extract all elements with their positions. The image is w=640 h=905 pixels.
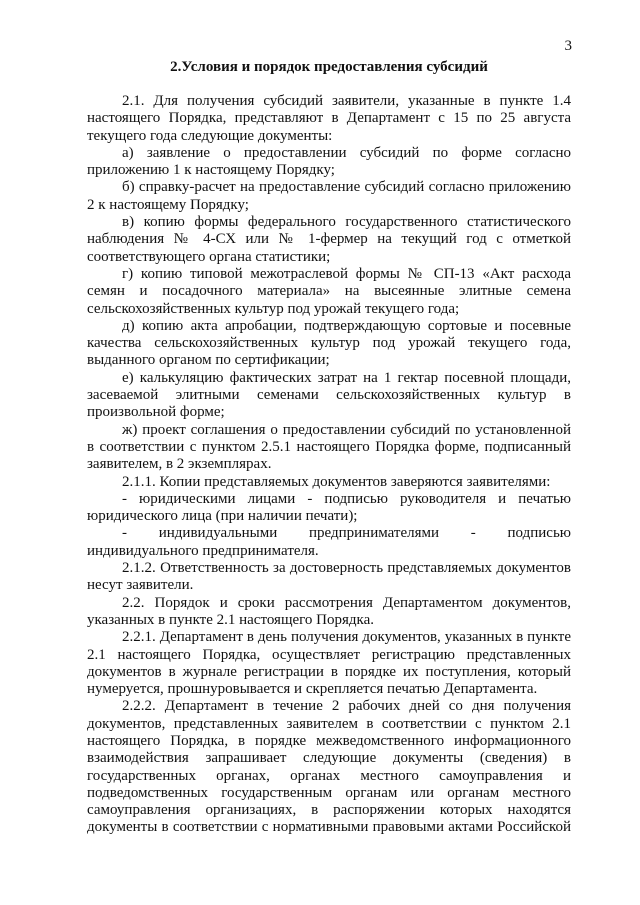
paragraph-2-1: 2.1. Для получения субсидий заявители, указанные в пункте 1.4 настоящего Порядка, представляют в Департамент с 15 по 25 августа текущего года следующие документы: [87, 93, 571, 144]
paragraph-2-2-1: 2.2.1. Департамент в день получения документов, указанных в пункте 2.1 настоящего Порядка, осуществляет регистрацию представленных документов в журнале регистрации в порядке их поступления, который нумеруется, прошнуровывается и скрепляется печатью Департамента. [87, 629, 571, 698]
paragraph-legal-entities: - юридическими лицами - подписью руководителя и печатью юридического лица (при наличии печати); [87, 490, 571, 525]
paragraph-2-2: 2.2. Порядок и сроки рассмотрения Департаментом документов, указанных в пункте 2.1 настоящего Порядка. [87, 594, 571, 628]
paragraph-item-a: а) заявление о предоставлении субсидий по форме согласно приложению 1 к настоящему Порядку; [87, 144, 571, 179]
paragraph-item-zh: ж) проект соглашения о предоставлении субсидий по установленной в соответствии с пунктом 2.5.1 настоящего Порядка форме, подписанный заявителем, в 2 экземплярах. [87, 421, 571, 473]
paragraph-2-1-1: 2.1.1. Копии представляемых документов заверяются заявителями: [122, 473, 551, 490]
paragraph-item-e: е) калькуляцию фактических затрат на 1 гектар посевной площади, засеваемой элитными семенами сельскохозяйственных культур в произвольной форме; [87, 369, 571, 421]
paragraph-item-d: д) копию акта апробации, подтверждающую сортовые и посевные качества сельскохозяйственных культур под урожай текущего года, выданного органом по сертификации; [87, 317, 571, 369]
paragraph-2-1-2: 2.1.2. Ответственность за достоверность представляемых документов несут заявители. [87, 560, 571, 594]
paragraph-2-2-2: 2.2.2. Департамент в течение 2 рабочих дней со дня получения документов, представленных заявителем в соответствии с пунктом 2.1 настоящего Порядка, в порядке межведомственного информационного взаимодействия запрашивает следующие документы (сведения) в государственных органах, органах местного самоуправления и подведомственных государственным органам или органам местного самоуправления организациях, в распоряжении которых находятся документы в соответствии с нормативными правовыми актами Российской [87, 698, 571, 836]
paragraph-item-g: г) копию типовой межотраслевой формы № СП-13 «Акт расхода семян и посадочного материала» на высеянные элитные семена сельскохозяйственных культур под урожай текущего года; [87, 265, 571, 317]
paragraph-item-b: б) справку-расчет на предоставление субсидий согласно приложению 2 к настоящему Порядку; [87, 179, 571, 213]
paragraph-individual-entrepreneurs: - индивидуальными предпринимателями - подписью индивидуального предпринимателя. [87, 525, 571, 559]
paragraph-item-v: в) копию формы федерального государственного статистического наблюдения № 4-СХ или № 1-фермер на текущий год с отметкой соответствующего органа статистики; [87, 214, 571, 265]
page-number: 3 [564, 38, 572, 54]
section-title: 2.Условия и порядок предоставления субсидий [170, 59, 488, 75]
document-body [87, 58, 571, 837]
